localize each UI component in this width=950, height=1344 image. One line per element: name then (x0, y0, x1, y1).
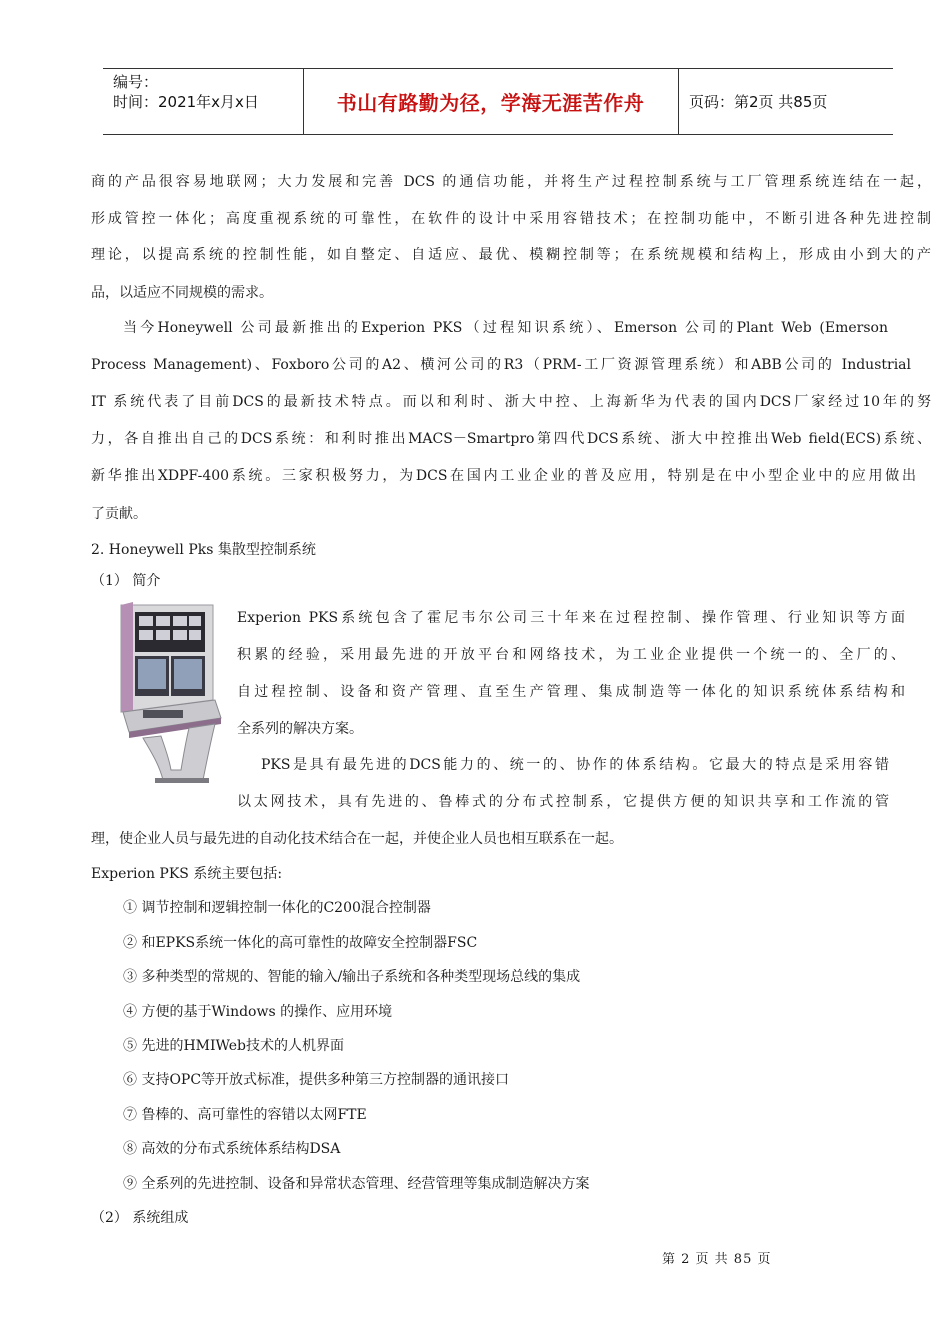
body-line: 自过程控制、设备和资产管理、直至生产管理、集成制造等一体化的知识系统体系结构和 (237, 684, 905, 700)
body-line: 形成管控一体化；高度重视系统的可靠性，在软件的设计中采用容错技术；在控制功能中，不断引进各种先进控制 (91, 211, 931, 227)
operator-console-photo (103, 600, 223, 785)
list-item: ① 调节控制和逻辑控制一体化的C200混合控制器 (123, 900, 431, 916)
body-line: 当今Honeywell 公司最新推出的Experion PKS（过程知识系统）、Emerson 公司的Plant Web (Emerson (123, 320, 888, 336)
header-motto: 书山有路勤为径，学海无涯苦作舟 (336, 91, 645, 115)
time-label: 时间：2021年x月x日 (113, 93, 259, 111)
body-line: PKS是具有最先进的DCS能力的、统一的、协作的体系结构。它最大的特点是采用容错 (261, 757, 889, 773)
body-line: 新华推出XDPF-400系统。三家积极努力，为DCS在国内工业企业的普及应用，特别是在中小型企业中的应用做出 (91, 468, 916, 484)
header-divider (678, 69, 679, 134)
body-line: 理论，以提高系统的控制性能，如自整定、自适应、最优、模糊控制等；在系统规模和结构上，形成由小到大的产 (91, 247, 931, 263)
page-footer: 第 2 页 共 85 页 (662, 1252, 772, 1267)
list-item: ⑧ 高效的分布式系统体系结构DSA (123, 1141, 341, 1157)
body-line: 了贡献。 (91, 506, 147, 522)
subsection-heading: （1） 简介 (91, 573, 161, 589)
body-line: 全系列的解决方案。 (237, 721, 363, 737)
list-item: ⑦ 鲁棒的、高可靠性的容错以太网FTE (123, 1107, 367, 1123)
list-item: ② 和EPKS系统一体化的高可靠性的故障安全控制器FSC (123, 935, 478, 951)
list-item: ⑤ 先进的HMIWeb技术的人机界面 (123, 1038, 345, 1054)
header-meta (113, 72, 259, 112)
section-heading: 2. Honeywell Pks 集散型控制系统 (91, 542, 316, 558)
number-label: 编号： (113, 73, 159, 91)
body-line: 积累的经验，采用最先进的开放平台和网络技术，为工业企业提供一个统一的、全厂的、 (237, 647, 905, 663)
list-item: ⑨ 全系列的先进控制、设备和异常状态管理、经营管理等集成制造解决方案 (123, 1176, 590, 1192)
page-header (103, 68, 893, 135)
body-line: Process Management)、Foxboro公司的A2、横河公司的R3（PRM-工厂资源管理系统）和ABB公司的 Industrial (91, 357, 911, 373)
body-line: 力，各自推出自己的DCS系统：和利时推出MACS－Smartpro第四代DCS系统、浙大中控推出Web field(ECS)系统、 (91, 431, 931, 447)
body-line: 商的产品很容易地联网；大力发展和完善 DCS 的通信功能，并将生产过程控制系统与工厂管理系统连结在一起， (91, 174, 931, 190)
subsection-heading: （2） 系统组成 (91, 1210, 189, 1226)
list-item: ③ 多种类型的常规的、智能的输入/输出子系统和各种类型现场总线的集成 (123, 969, 581, 985)
list-item: ④ 方便的基于Windows 的操作、应用环境 (123, 1004, 393, 1020)
body-line: Experion PKS系统包含了霍尼韦尔公司三十年来在过程控制、操作管理、行业知识等方面 (237, 610, 905, 626)
body-line: 以太网技术，具有先进的、鲁棒式的分布式控制系，它提供方便的知识共享和工作流的管 (237, 794, 889, 810)
body-line: 理，使企业人员与最先进的自动化技术结合在一起，并使企业人员也相互联系在一起。 (91, 831, 623, 847)
body-line: IT 系统代表了目前DCS的最新技术特点。而以和利时、浙大中控、上海新华为代表的国内DCS厂家经过10年的努 (91, 394, 931, 410)
body-line: 品，以适应不同规模的需求。 (91, 285, 273, 301)
list-item: ⑥ 支持OPC等开放式标准，提供多种第三方控制器的通讯接口 (123, 1072, 510, 1088)
body-line: Experion PKS 系统主要包括: (91, 866, 283, 882)
page-number-label: 页码：第2页 共85页 (689, 93, 828, 111)
